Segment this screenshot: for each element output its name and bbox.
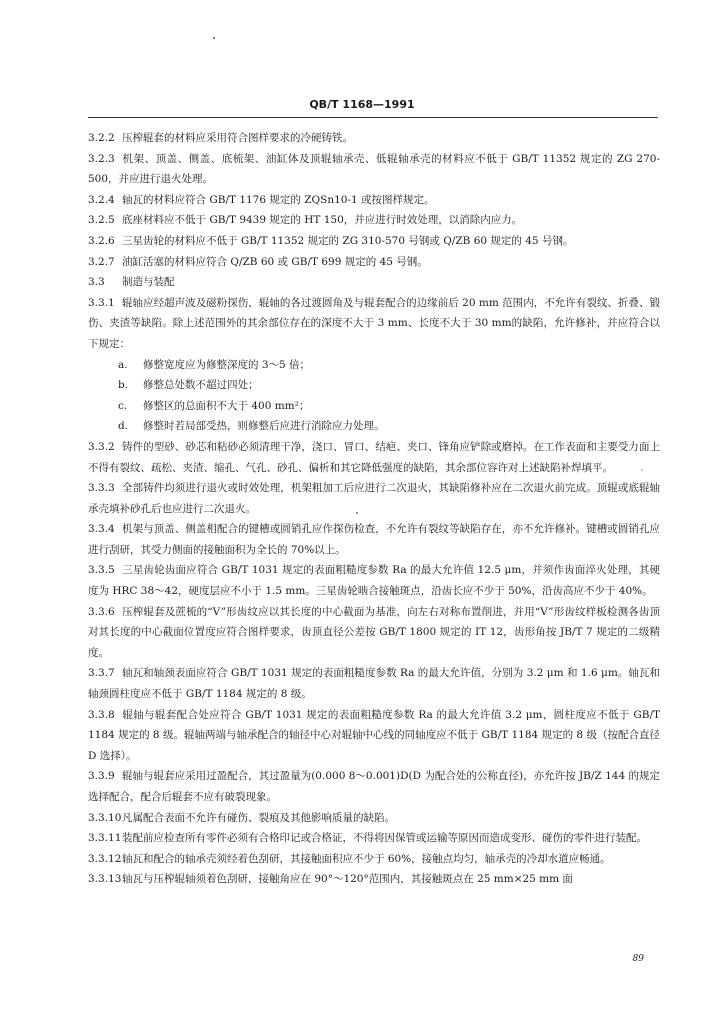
clause-number: 3.3.3	[88, 482, 115, 495]
clause-text: 制造与装配	[122, 276, 175, 289]
clause-text: 轴瓦的材料应符合 GB/T 1176 规定的 ZQSn10-1 或按图样规定。	[122, 193, 435, 206]
clause-text: 三星齿轮的材料应不低于 GB/T 11352 规定的 ZG 310-570 号钢或 Q/ZB 60 规定的 45 号钢。	[122, 234, 574, 247]
clause-text: 轴瓦和配合的轴承壳须经着色刮研，其接触面积应不少于 60%，接触点均匀，轴承壳的冷却水道应畅通。	[122, 852, 611, 865]
paragraph	[88, 602, 660, 664]
page-header: QB/T 1168—1991	[309, 98, 415, 111]
clause-number: 3.2.7	[88, 255, 115, 268]
clause-text: 辊轴与辊套应采用过盈配合，其过盈量为(0.000 8～0.001)D(D 为配合处的公称直径)，亦允许按 JB/Z 144 的规定选择配合，配合后辊套不应有破裂现象。	[88, 770, 660, 803]
clause-text: 机架、顶盖、侧盖、底梳架、油缸体及顶辊轴承壳、低辊轴承壳的材料应不低于 GB/T 11352 规定的 ZG 270-500，并应进行退火处理。	[88, 152, 660, 186]
clause-number: 3.2.4	[88, 193, 115, 206]
list-text: 修整时若局部受热，则修整后应进行消除应力处理。	[143, 420, 385, 433]
paragraph	[88, 210, 660, 231]
clause-number: 3.3.8	[88, 708, 115, 721]
header-rule	[88, 117, 658, 118]
paragraph	[88, 808, 660, 829]
paragraph	[88, 128, 660, 149]
list-text: 修整宽度应为修整深度的 3～5 倍；	[143, 358, 311, 371]
clause-number: 3.3.5	[88, 564, 115, 577]
paragraph	[88, 705, 660, 767]
clause-number: 3.2.5	[88, 214, 115, 227]
clause-text: 轴瓦与压榨辊轴须着色刮研，接触角应在 90°～120°范围内，其接触斑点在 25 mm×25 mm 面	[122, 873, 573, 886]
clause-text: 机架与顶盖、侧盖相配合的键槽或圆销孔应作探伤检查，不允许有裂纹等缺陷存在，亦不允许修补。键槽或圆销孔应进行刮研，其受力侧面的接触面积为全长的 70%以上。	[88, 523, 660, 556]
clause-number: 3.3.10	[88, 811, 122, 824]
clause-text: 辊轴与辊套配合处应符合 GB/T 1031 规定的表面粗糙度参数 Ra 的最大允许值 3.2 μm，圆柱度应不低于 GB/T 1184 规定的 8 级。辊轴两端与轴承配合的轴径中心对辊轴中心线的同轴度应不低于 GB/T 1184 规定的 8 级（按配合直径 D 选择）。	[88, 708, 660, 762]
paragraph	[88, 149, 660, 190]
list-label: a.	[118, 358, 128, 371]
document-body	[88, 128, 660, 890]
clause-number: 3.2.6	[88, 234, 115, 247]
paragraph	[88, 766, 660, 807]
clause-text: 辊轴应经超声波及磁粉探伤，辊轴的各过渡圆角及与辊套配合的边缘前后 20 mm 范围内，不允许有裂纹、折叠、锻伤、夹渣等缺陷。除上述范围外的其余部位存在的深度不大于 3 mm、长度不大于 30 mm的缺陷，允许修补，并应符合以下规定：	[88, 296, 660, 350]
paragraph	[88, 190, 660, 211]
clause-text: 全部铸件均须进行退火或时效处理，机架粗加工后应进行二次退火，其缺陷修补应在二次退火前完成。顶辊或底辊轴承壳填补砂孔后也应进行二次退火。	[88, 482, 660, 515]
paragraph	[88, 231, 660, 252]
clause-text: 三星齿轮齿面应符合 GB/T 1031 规定的表面粗糙度参数 Ra 的最大允许值 12.5 μm，并须作齿面淬火处理，其硬度为 HRC 38～42，硬度层应不小于 1.5 mm。三星齿轮啮合接触斑点，沿齿长应不少于 50%，沿齿高应不少于 40%。	[88, 564, 660, 598]
list-item	[88, 416, 660, 437]
list-label: d.	[118, 420, 129, 433]
paragraph	[88, 519, 660, 560]
clause-number: 3.3.4	[88, 523, 115, 536]
paragraph	[88, 252, 660, 273]
list-label: c.	[118, 399, 128, 412]
clause-number: 3.3.2	[88, 440, 115, 453]
clause-number: 3.3.1	[88, 296, 115, 309]
clause-number: 3.3.7	[88, 667, 115, 680]
page-number: 89	[632, 954, 644, 964]
list-item	[88, 375, 660, 396]
section-heading	[88, 272, 660, 293]
clause-number: 3.3.6	[88, 605, 115, 618]
clause-text: 油缸活塞的材料应符合 Q/ZB 60 或 GB/T 699 规定的 45 号钢。	[122, 255, 428, 268]
paragraph	[88, 293, 660, 355]
list-item	[88, 355, 660, 376]
paragraph	[88, 849, 660, 870]
list-label: b.	[118, 379, 129, 392]
paragraph	[88, 478, 660, 519]
clause-text: 压榨辊套的材料应采用符合图样要求的冷硬铸铁。	[122, 132, 353, 144]
paragraph	[88, 828, 660, 849]
clause-number: 3.3.12	[88, 852, 122, 865]
list-text: 修整总处数不超过四处；	[143, 379, 259, 392]
clause-number: 3.3.11	[88, 832, 122, 845]
list-item	[88, 396, 660, 417]
clause-number: 3.3.9	[88, 770, 115, 783]
list-text: 修整区的总面积不大于 400 mm²；	[143, 399, 310, 412]
paragraph	[88, 869, 660, 890]
clause-text: 装配前应检查所有零件必须有合格印记或合格证，不得将因保管或运输等原因而造成变形、碰伤的零件进行装配。	[122, 832, 647, 845]
clause-number: 3.2.2	[88, 132, 115, 144]
paragraph	[88, 663, 660, 704]
clause-number: 3.3	[88, 276, 105, 289]
clause-text: 轴瓦和轴颈表面应符合 GB/T 1031 规定的表面粗糙度参数 Ra 的最大允许值，分别为 3.2 μm 和 1.6 μm。轴瓦和轴颈圆柱度应不低于 GB/T 1184 规定的 8 级。	[88, 667, 660, 701]
clause-text: 底座材料应不低于 GB/T 9439 规定的 HT 150，并应进行时效处理，以消除内应力。	[122, 214, 523, 227]
paragraph	[88, 437, 660, 478]
clause-text: 铸件的型砂、砂芯和粘砂必须清理干净，浇口、冒口、结疤、夹口、锋角应铲除或磨掉。在工作表面和主要受力面上不得有裂纹、疏松、夹渣、缩孔、气孔、砂孔、偏析和其它降低强度的缺陷，其余部位容许对上述缺陷补焊填平。	[88, 440, 660, 474]
clause-text: 凡属配合表面不允许有碰伤、裂痕及其他影响质量的缺陷。	[122, 811, 395, 824]
clause-text: 压榨辊套及蔗梳的“V”形齿纹应以其长度的中心截面为基准，向左右对称布置削进，并用“V”形齿纹样板检测各齿顶对其长度的中心截面位置度应符合图样要求，齿顶直径公差按 GB/T 1800 规定的 IT 12，齿形角按 JB/T 7 规定的二级精度。	[88, 605, 660, 659]
clause-number: 3.3.13	[88, 873, 122, 886]
clause-number: 3.2.3	[88, 152, 115, 165]
paragraph	[88, 560, 660, 601]
